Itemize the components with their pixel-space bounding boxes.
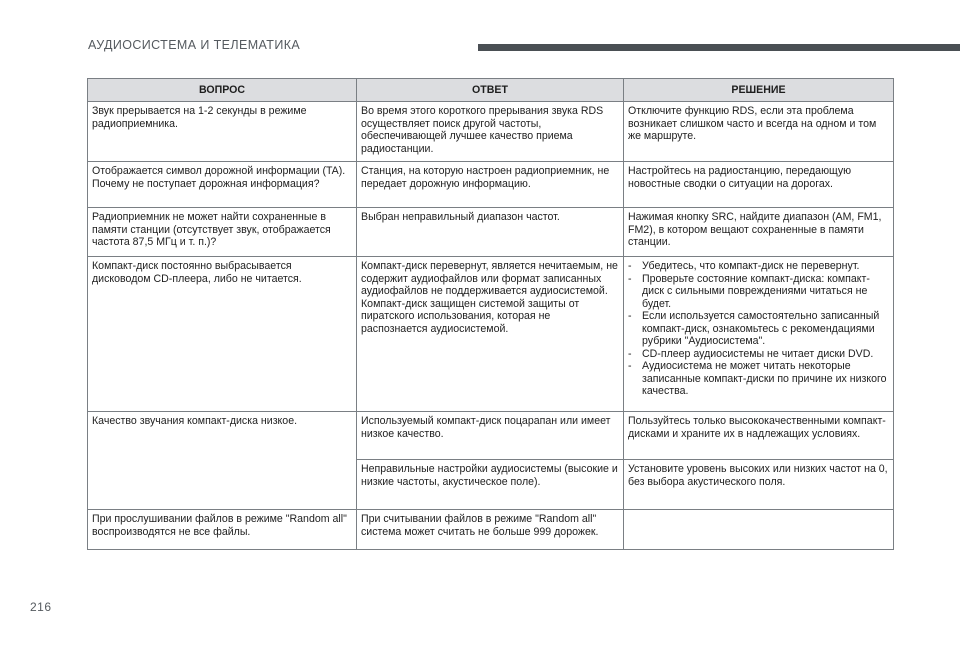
table-header-row <box>88 79 894 102</box>
solution-list-item: - Аудиосистема не может читать некоторые записанные компакт-диски по причине их низкого качества. <box>628 360 889 398</box>
answer-cell: Станция, на которую настроен радиоприемник, не передает дорожную информацию. <box>357 162 624 208</box>
answer-cell: Используемый компакт-диск поцарапан или имеет низкое качество. <box>357 412 624 460</box>
solution-list-item: - Убедитесь, что компакт-диск не перевернут. <box>628 260 889 273</box>
question-cell: При прослушивании файлов в режиме "Random all" воспроизводятся не все файлы. <box>88 510 357 550</box>
solution-list-item: - Если используется самостоятельно записанный компакт-диск, ознакомьтесь с рекомендациями рубрики "Аудиосистема". <box>628 310 889 348</box>
answer-cell: При считывании файлов в режиме "Random all" система может считать не больше 999 дорожек. <box>357 510 624 550</box>
solution-cell: Нажимая кнопку SRC, найдите диапазон (AM, FM1, FM2), в котором вещают сохраненные в памяти станции. <box>624 208 894 257</box>
solution-cell <box>624 510 894 550</box>
question-cell: Качество звучания компакт-диска низкое. <box>88 412 357 510</box>
solution-list <box>628 260 889 398</box>
answer-cell: Неправильные настройки аудиосистемы (высокие и низкие частоты, акустическое поле). <box>357 460 624 510</box>
solution-list-item: - Проверьте состояние компакт-диска: компакт-диск с сильными повреждениями читаться не будет. <box>628 273 889 311</box>
question-cell: Компакт-диск постоянно выбрасывается дисководом CD-плеера, либо не читается. <box>88 257 357 412</box>
answer-cell: Во время этого короткого прерывания звука RDS осуществляет поиск другой частоты, обеспечивающей лучшее качество приема радиостанции. <box>357 102 624 162</box>
header-bar <box>478 44 960 51</box>
section-title: АУДИОСИСТЕМА И ТЕЛЕМАТИКА <box>88 38 301 52</box>
table-row <box>88 208 894 257</box>
table-row <box>88 102 894 162</box>
header-answer: ОТВЕТ <box>357 79 624 102</box>
answer-cell: Компакт-диск перевернут, является нечитаемым, не содержит аудиофайлов или формат записанных аудиофайлов не поддерживается аудиосистемой. Компакт-диск защищен системой защиты от пиратского использования, которая не распознается аудиосистемой. <box>357 257 624 412</box>
solution-cell: Пользуйтесь только высококачественными компакт-дисками и храните их в надлежащих условиях. <box>624 412 894 460</box>
question-cell: Радиоприемник не может найти сохраненные в памяти станции (отсутствует звук, отображается частота 87,5 МГц и т. п.)? <box>88 208 357 257</box>
solution-cell <box>624 257 894 412</box>
header-question: ВОПРОС <box>88 79 357 102</box>
solution-cell: Установите уровень высоких или низких частот на 0, без выбора акустического поля. <box>624 460 894 510</box>
table-row <box>88 412 894 460</box>
table-row <box>88 257 894 412</box>
question-cell: Звук прерывается на 1-2 секунды в режиме радиоприемника. <box>88 102 357 162</box>
solution-cell: Настройтесь на радиостанцию, передающую новостные сводки о ситуации на дорогах. <box>624 162 894 208</box>
table-row <box>88 162 894 208</box>
table-row <box>88 510 894 550</box>
solution-list-item: - CD-плеер аудиосистемы не читает диски DVD. <box>628 348 889 361</box>
answer-cell: Выбран неправильный диапазон частот. <box>357 208 624 257</box>
page-number: 216 <box>30 600 52 614</box>
troubleshooting-table <box>87 78 894 550</box>
question-cell: Отображается символ дорожной информации (TA). Почему не поступает дорожная информация? <box>88 162 357 208</box>
solution-cell: Отключите функцию RDS, если эта проблема возникает слишком часто и всегда на одном и том же маршруте. <box>624 102 894 162</box>
header-solution: РЕШЕНИЕ <box>624 79 894 102</box>
